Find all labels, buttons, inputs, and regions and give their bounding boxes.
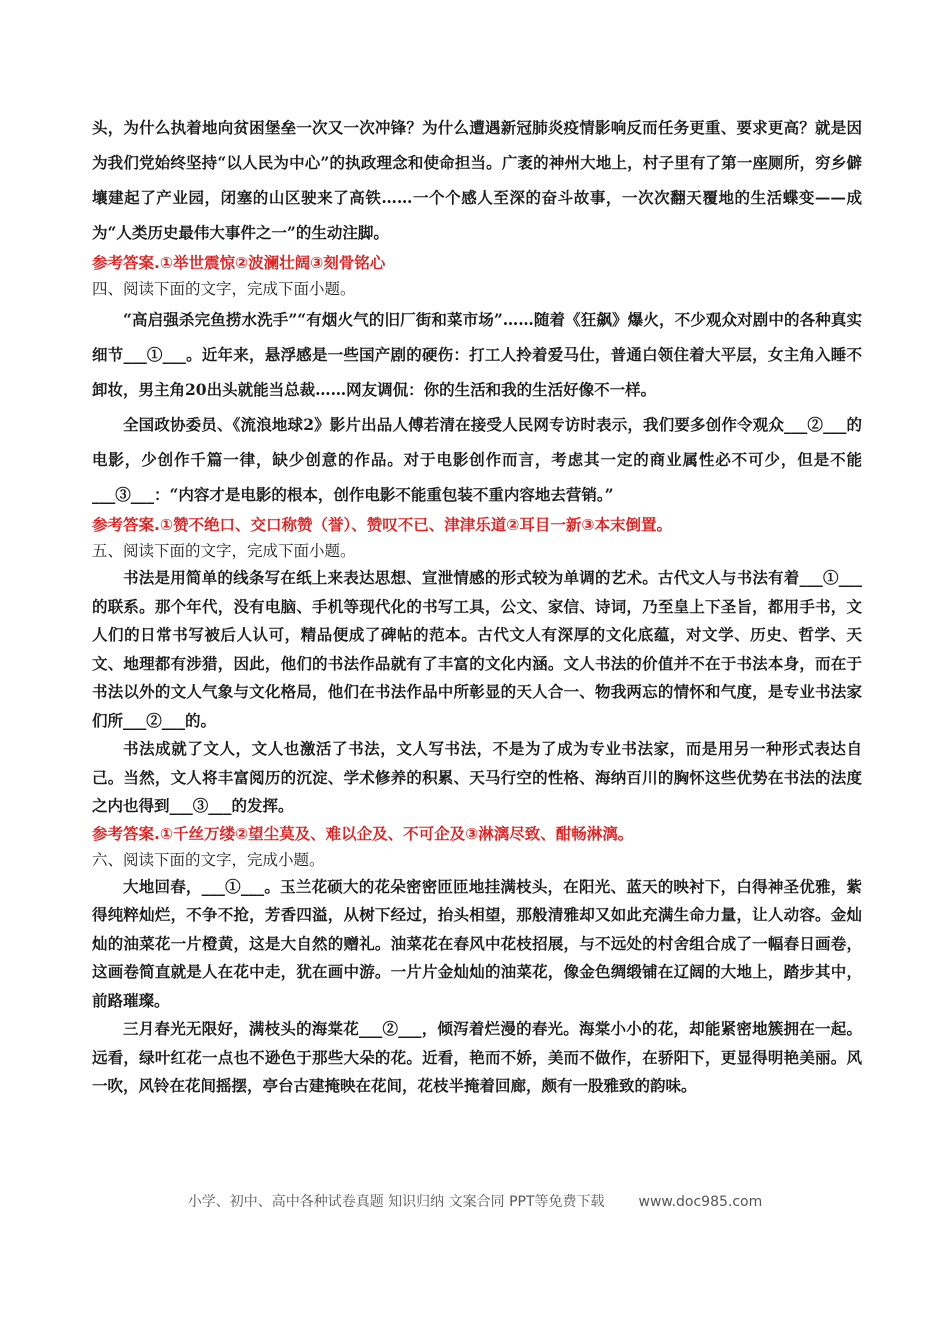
footer-text: 小学、初中、高中各种试卷真题 知识归纳 文案合同 PPT等免费下载	[187, 1194, 605, 1210]
page-footer	[0, 1191, 950, 1211]
section3-answer: 参考答案.①举世震惊②波澜壮阔③刻骨铭心	[92, 254, 386, 272]
section4-paragraph-2: 全国政协委员、《流浪地球2》影片出品人傅若清在接受人民网专访时表示，我们要多创作令观众___②___的电影，少创作千篇一律，缺少创意的作品。对于电影创作而言，考虑其一定的商业属性必不可少，但是不能___③___：“内容才是电影的根本，创作电影不能重包装不重内容地去营销。”	[92, 415, 862, 504]
section6-paragraph-2: 三月春光无限好，满枝头的海棠花___②___，倾泻着烂漫的春光。海棠小小的花，却能紧密地簇拥在一起。远看，绿叶红花一点也不逊色于那些大朵的花。近看，艳而不娇，美而不做作，在骄阳下，更显得明艳美丽。风一吹，风铃在花间摇摆，亭台古建掩映在花间，花枝半掩着回廊，颇有一股雅致的韵味。	[92, 1019, 862, 1095]
section5-heading: 五、阅读下面的文字，完成下面小题。	[92, 542, 356, 560]
section6-paragraph-1: 大地回春，___①___。玉兰花硕大的花朵密密匝匝地挂满枝头，在阳光、蓝天的映衬下，白得神圣优雅，紫得纯粹灿烂，不争不抢，芳香四溢，从树下经过，抬头相望，那般清雅却又如此充满生命力量，让人动容。金灿灿的油菜花一片橙黄，这是大自然的赠礼。油菜花在春风中花枝招展，与不远处的村舍组合成了一幅春日画卷，这画卷简直就是人在花中走，犹在画中游。一片片金灿灿的油菜花，像金色绸缎铺在辽阔的大地上，踏步其中，前路璀璨。	[92, 876, 862, 1010]
section4-heading: 四、阅读下面的文字，完成下面小题。	[92, 280, 356, 298]
section3-tail-text: 头，为什么执着地向贫困堡垒一次又一次冲锋？为什么遭遇新冠肺炎疫情影响反而任务更重、要求更高？就是因为我们党始终坚持“以人民为中心”的执政理念和使命担当。广袤的神州大地上，村子里有了第一座厕所，穷乡僻壤建起了产业园，闭塞的山区驶来了高铁……一个个感人至深的奋斗故事，一次次翻天覆地的生活蝶变——成为“人类历史最伟大事件之一”的生动注脚。	[92, 118, 862, 242]
section5-paragraph-1: 书法是用简单的线条写在纸上来表达思想、宣泄情感的形式较为单调的艺术。古代文人与书法有着___①___的联系。那个年代，没有电脑、手机等现代化的书写工具，公文、家信、诗词，乃至皇上下圣旨，都用手书，文人们的日常书写被后人认可，精品便成了碑帖的范本。古代文人有深厚的文化底蕴，对文学、历史、哲学、天文、地理都有涉猎，因此，他们的书法作品就有了丰富的文化内涵。文人书法的价值并不在于书法本身，而在于书法以外的文人气象与文化格局，他们在书法作品中所彰显的天人合一、物我两忘的情怀和气度，是专业书法家们所___②___的。	[92, 568, 862, 730]
page-content	[92, 110, 862, 1101]
section6-heading: 六、阅读下面的文字，完成小题。	[92, 850, 325, 869]
section4-answer: 参考答案.①赞不绝口、交口称赞（誉）、赞叹不已、津津乐道②耳目一新③本末倒置。	[92, 516, 673, 534]
footer-url[interactable]: www.doc985.com	[638, 1194, 763, 1210]
section5-answer: 参考答案.①千丝万缕②望尘莫及、难以企及、不可企及③淋漓尽致、酣畅淋漓。	[92, 824, 634, 843]
section5-paragraph-2: 书法成就了文人，文人也激活了书法，文人写书法，不是为了成为专业书法家，而是用另一种形式表达自己。当然，文人将丰富阅历的沉淀、学术修养的积累、天马行空的性格、海纳百川的胸怀这些优势在书法的法度之内也得到___③___的发挥。	[92, 739, 862, 815]
section4-paragraph-1: “高启强杀完鱼捞水洗手”“有烟火气的旧厂街和菜市场”……随着《狂飙》爆火，不少观众对剧中的各种真实细节___①___。近年来，悬浮感是一些国产剧的硬伤：打工人拎着爱马仕，普通白领住着大平层，女主角入睡不卸妆，男主角20出头就能当总裁……网友调侃：你的生活和我的生活好像不一样。	[92, 310, 862, 399]
